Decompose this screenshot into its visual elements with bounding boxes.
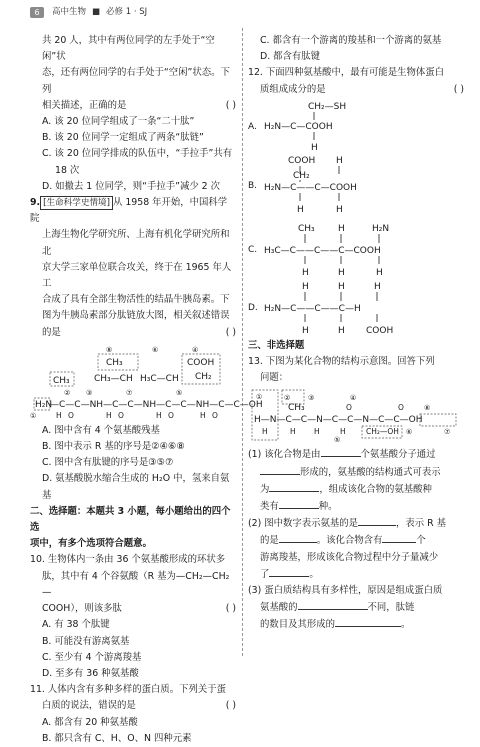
svg-text:A.: A. bbox=[248, 121, 257, 132]
q11-line: 11. 人体内含有多种多样的蛋白质。下列关于蛋 bbox=[30, 684, 227, 696]
q8-line: 共 20 人，其中有两位同学的左手处于“空闲”状 bbox=[42, 35, 215, 63]
svg-text:④: ④ bbox=[350, 394, 357, 403]
svg-text:H: H bbox=[297, 204, 304, 215]
svg-text:②: ② bbox=[64, 388, 71, 397]
q13-sub3: 氨基酸的 不同，肽链 bbox=[248, 599, 464, 616]
q8-option: A. 该 20 位同学组成了一条“二十肽” bbox=[42, 116, 195, 128]
svg-text:H₃C—CH: H₃C—CH bbox=[140, 373, 179, 384]
q9-line: 京大学三家单位联合攻关，终于在 1965 年人工 bbox=[42, 261, 232, 290]
q8-option: D. 如撤去 1 位同学，则“手拉手”减少 2 次 bbox=[42, 180, 220, 192]
svg-text:H: H bbox=[302, 267, 309, 278]
q13-sub2: 的是 。该化合物含有 个 bbox=[248, 532, 464, 549]
svg-text:H: H bbox=[338, 325, 345, 336]
svg-text:H: H bbox=[311, 142, 318, 153]
page-header bbox=[30, 6, 147, 19]
column-divider bbox=[242, 28, 243, 656]
q13-sub3: (3) 蛋白质结构具有多样性，原因是组成蛋白质 bbox=[248, 585, 443, 597]
svg-text:H: H bbox=[374, 281, 381, 292]
svg-text:⑦: ⑦ bbox=[126, 388, 133, 397]
answer-blank[interactable] bbox=[260, 464, 300, 475]
q13-sub2: 了 。 bbox=[248, 566, 464, 583]
answer-blank[interactable] bbox=[358, 515, 396, 526]
answer-blank[interactable] bbox=[382, 532, 416, 543]
q9-line: 图为牛胰岛素部分肽链放大图，相关叙述错误 bbox=[42, 310, 230, 322]
svg-text:O: O bbox=[212, 410, 218, 420]
q11-option: C. 都含有一个游离的羧基和一个游离的氨基 bbox=[260, 35, 442, 46]
section-2-title: 二、选择题：本题共 3 小题，每小题给出的四个选 bbox=[30, 505, 231, 534]
svg-text:④: ④ bbox=[192, 345, 199, 354]
section-3-title: 三、非选择题 bbox=[248, 339, 305, 351]
q8-option: B. 该 20 位同学一定组成了两条“肽链” bbox=[42, 132, 204, 144]
q9-line: 合成了具有全部生物活性的结晶牛胰岛素。下 bbox=[42, 294, 230, 306]
svg-text:H₂N—C——C——C—H: H₂N—C——C——C—H bbox=[264, 303, 361, 314]
svg-text:H: H bbox=[338, 223, 345, 234]
q8-option: 18 次 bbox=[55, 164, 80, 176]
svg-text:O: O bbox=[168, 410, 174, 420]
svg-text:B.: B. bbox=[248, 180, 258, 191]
svg-text:H₂N—C——C—COOH: H₂N—C——C—COOH bbox=[264, 182, 357, 193]
right-column bbox=[248, 33, 464, 634]
answer-blank[interactable] bbox=[321, 446, 361, 457]
q12-option-b-structure bbox=[248, 154, 458, 220]
svg-text:H: H bbox=[338, 281, 345, 292]
q13-line: 13. 下图为某化合物的结构示意图。回答下列 bbox=[248, 356, 435, 368]
q9-option: B. 图中表示 R 基的序号是②④⑥⑧ bbox=[42, 441, 185, 453]
answer-paren: ( ) bbox=[225, 603, 236, 615]
q8-line: 相关描述，正确的是 ( ) bbox=[30, 98, 236, 114]
page-number: 6 bbox=[30, 7, 44, 18]
svg-text:⑥: ⑥ bbox=[406, 428, 413, 437]
q9-option: A. 图中含有 4 个氨基酸残基 bbox=[42, 424, 160, 436]
answer-blank[interactable] bbox=[279, 498, 319, 509]
q10-option: D. 至多有 36 种氨基酸 bbox=[42, 667, 139, 679]
svg-text:⑥: ⑥ bbox=[152, 345, 159, 354]
svg-text:H: H bbox=[262, 427, 268, 437]
answer-paren: ( ) bbox=[225, 326, 236, 338]
q13-sub1: 为 ，组成该化合物的氨基酸种 bbox=[248, 481, 464, 498]
svg-text:③: ③ bbox=[86, 388, 93, 397]
svg-text:H₂N: H₂N bbox=[372, 223, 390, 234]
q12-line: 质组成成分的是 ( ) bbox=[248, 82, 464, 98]
svg-text:CH₃—CH: CH₃—CH bbox=[94, 373, 133, 384]
q10-option: A. 有 38 个肽键 bbox=[42, 619, 110, 631]
q13-sub1: (1) 该化合物是由 个氨基酸分子通过 bbox=[248, 446, 464, 463]
q11-line: 白质的说法，错误的是 ( ) bbox=[30, 698, 236, 714]
svg-text:H: H bbox=[290, 427, 296, 437]
svg-text:COOH: COOH bbox=[288, 155, 316, 166]
q10-option: B. 可能没有游离氨基 bbox=[42, 635, 130, 647]
q9-stem: 9. [生命科学史情境] 从 1958 年开始，中国科学院 bbox=[30, 197, 228, 225]
q13-sub2: 游离羧基，形成该化合物过程中分子量减少 bbox=[260, 551, 439, 563]
svg-text:H: H bbox=[106, 410, 112, 420]
svg-text:H: H bbox=[302, 281, 309, 292]
q11-option: B. 都只含有 C、H、O、N 四种元素 bbox=[42, 732, 192, 744]
svg-text:H: H bbox=[338, 267, 345, 278]
q9-line: 上海生物化学研究所、上海有机化学研究所和北 bbox=[42, 229, 230, 257]
svg-text:O: O bbox=[346, 403, 352, 413]
answer-blank[interactable] bbox=[298, 599, 368, 610]
q10-option: C. 至少有 4 个游离羧基 bbox=[42, 651, 142, 663]
svg-text:H: H bbox=[376, 267, 383, 278]
svg-text:H—N—C—C—N—C—C—N—C—C—OH: H—N—C—C—N—C—C—N—C—C—OH bbox=[254, 415, 423, 426]
book-series: 必修 1 · SJ bbox=[106, 7, 148, 18]
q12-option-c-structure bbox=[248, 222, 458, 278]
svg-text:D.: D. bbox=[248, 302, 258, 313]
svg-text:③: ③ bbox=[308, 394, 315, 403]
answer-blank[interactable] bbox=[279, 532, 317, 543]
svg-text:H₂N—C—COOH: H₂N—C—COOH bbox=[264, 121, 333, 132]
left-column bbox=[30, 33, 263, 747]
svg-text:CH₃: CH₃ bbox=[298, 223, 315, 234]
context-tag: [生命科学史情境] bbox=[40, 196, 113, 210]
svg-text:C.: C. bbox=[248, 244, 258, 255]
q8-option: C. 该 20 位同学排成的队伍中，“手拉手”共有 bbox=[42, 148, 233, 160]
svg-text:①: ① bbox=[30, 411, 37, 420]
q13-sub2: (2) 图中数字表示氨基的是 ，表示 R 基 bbox=[248, 515, 464, 532]
svg-text:O: O bbox=[68, 410, 74, 420]
answer-blank[interactable] bbox=[269, 566, 309, 577]
svg-text:H: H bbox=[156, 410, 162, 420]
q9-line: 的是 ( ) bbox=[30, 325, 236, 341]
q13-sub1: 类有 种。 bbox=[248, 498, 464, 515]
svg-text:CH₃: CH₃ bbox=[288, 403, 305, 414]
svg-text:H: H bbox=[336, 204, 343, 215]
svg-text:①: ① bbox=[256, 393, 263, 402]
svg-text:O: O bbox=[398, 403, 404, 413]
answer-paren: ( ) bbox=[225, 700, 236, 712]
q9-option: D. 氨基酸脱水缩合生成的 H₂O 中，氢来自氨基 bbox=[42, 473, 230, 501]
section-2-title: 项中，有多个选项符合题意。 bbox=[30, 538, 152, 550]
svg-text:CH₃: CH₃ bbox=[53, 375, 70, 386]
svg-text:⑤: ⑤ bbox=[176, 388, 183, 397]
svg-text:CH₂: CH₂ bbox=[293, 170, 310, 181]
svg-text:H: H bbox=[200, 410, 206, 420]
svg-text:H₂N: H₂N bbox=[35, 399, 53, 410]
q12-option-d-structure bbox=[248, 280, 458, 336]
answer-blank[interactable] bbox=[269, 481, 319, 492]
answer-paren: ( ) bbox=[453, 83, 464, 95]
svg-text:COOH: COOH bbox=[366, 325, 394, 336]
svg-text:②: ② bbox=[284, 394, 291, 403]
q12-option-a-structure bbox=[248, 100, 458, 152]
q9-option: C. 图中含有肽键的序号是③⑤⑦ bbox=[42, 457, 174, 469]
answer-blank[interactable] bbox=[335, 616, 401, 627]
svg-text:H: H bbox=[340, 427, 346, 437]
logo-icon: ■ bbox=[92, 7, 101, 18]
svg-text:—C—C—NH—C—C—NH—C—C—NH—C—C—OH: —C—C—NH—C—C—NH—C—C—NH—C—C—OH bbox=[50, 399, 263, 410]
svg-text:CH₂: CH₂ bbox=[195, 371, 212, 382]
q12-line: 12. 下面四种氨基酸中，最有可能是生物体蛋白 bbox=[248, 67, 445, 79]
q10-line: 10. 生物体内一条由 36 个氨基酸形成的环状多 bbox=[30, 554, 226, 566]
svg-text:⑧: ⑧ bbox=[424, 404, 431, 413]
answer-paren: ( ) bbox=[225, 99, 236, 111]
q11-option: D. 都含有肽键 bbox=[260, 51, 321, 63]
svg-text:COOH: COOH bbox=[187, 357, 215, 368]
svg-text:H: H bbox=[314, 427, 320, 437]
svg-text:H: H bbox=[302, 325, 309, 336]
svg-text:CH₃: CH₃ bbox=[106, 357, 123, 368]
svg-text:H₃C—C——C——C—COOH: H₃C—C——C——C—COOH bbox=[264, 245, 381, 256]
q10-line: 肽，其中有 4 个谷氨酸（R 基为—CH₂—CH₂— bbox=[42, 570, 230, 598]
svg-text:CH₂—OH: CH₂—OH bbox=[366, 427, 399, 437]
q11-option: A. 都含有 20 种氨基酸 bbox=[42, 716, 138, 728]
svg-text:⑧: ⑧ bbox=[106, 345, 113, 354]
svg-text:⑦: ⑦ bbox=[444, 428, 451, 437]
q8-line: 态，还有两位同学的右手处于“空闲”状态。下列 bbox=[42, 67, 230, 95]
q13-sub3: 的数目及其形成的 。 bbox=[248, 616, 464, 633]
svg-text:CH₂—SH: CH₂—SH bbox=[308, 101, 347, 112]
q13-line: 问题： bbox=[260, 372, 289, 384]
svg-text:H: H bbox=[336, 155, 343, 166]
q10-line: COOH），则该多肽 ( ) bbox=[30, 601, 236, 617]
svg-text:⑤: ⑤ bbox=[334, 436, 341, 445]
q13-sub1: 形成的，氨基酸的结构通式可表示 bbox=[248, 464, 464, 481]
q13-compound-diagram bbox=[248, 388, 462, 444]
book-title: 高中生物 bbox=[52, 7, 87, 18]
insulin-peptide-diagram bbox=[30, 343, 263, 421]
svg-text:O: O bbox=[118, 410, 124, 420]
svg-text:H: H bbox=[56, 410, 62, 420]
